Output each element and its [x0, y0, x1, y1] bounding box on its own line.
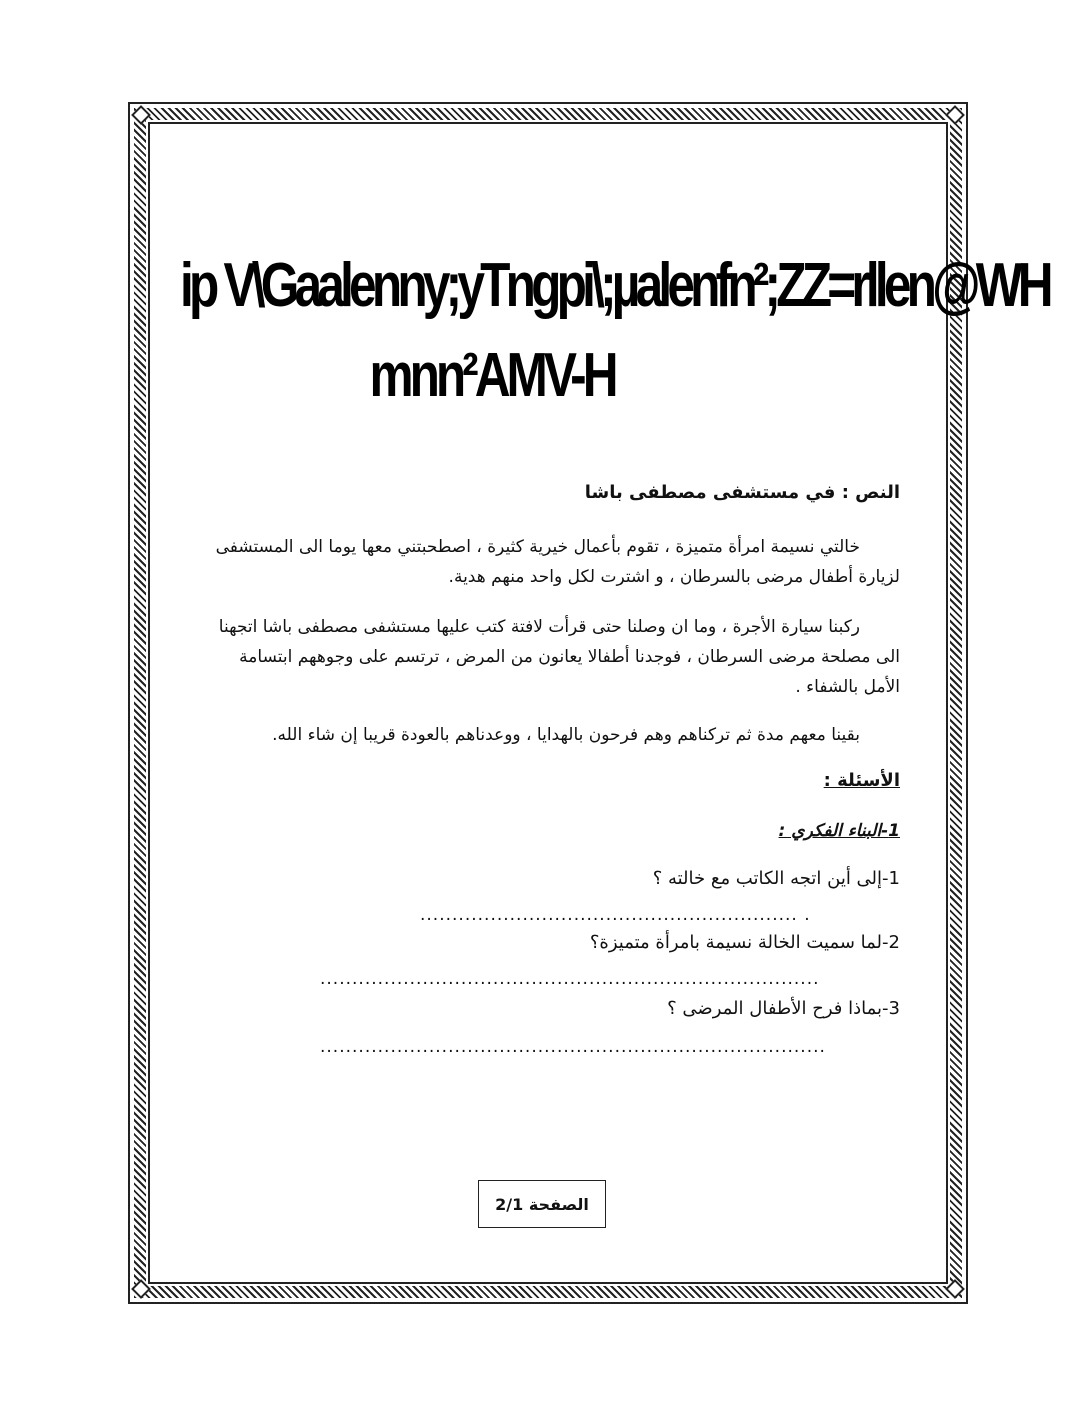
question-1: 1-إلى أين اتجه الكاتب مع خالته ؟ — [652, 868, 900, 889]
questions-heading: الأسئلة : — [823, 770, 900, 791]
question-3: 3-بماذا فرح الأطفال المرضى ؟ — [667, 998, 900, 1019]
question-2: 2-لما سميت الخالة نسيمة بامرأة متميزة؟ — [589, 932, 900, 953]
paragraph-1: خالتي نسيمة امرأة متميزة ، تقوم بأعمال خيرية كثيرة ، اصطحبتني معها يوما الى المستشفى لزيارة أطفال مرضى بالسرطان ، و اشترت لكل واحد منهم هدية. — [215, 537, 900, 587]
answer-line-2: .............................................................................. — [320, 969, 820, 989]
answer-line-3: ............................................................................... — [320, 1037, 826, 1057]
page-number-box — [478, 1180, 606, 1228]
header-garbled-line-2: mnn²AMV-H — [369, 341, 615, 410]
section-title: 1-البناء الفكري : — [778, 821, 900, 841]
paragraph-3: بقينا معهم مدة ثم تركناهم وهم فرحون بالهدايا ، ووعدناهم بالعودة قريبا إن شاء الله. — [272, 725, 860, 745]
text-title: النص : في مستشفى مصطفى باشا — [584, 482, 900, 503]
answer-line-1: ........................................................... . — [420, 905, 811, 925]
page-number-label: الصفحة 2/1 — [495, 1194, 589, 1214]
paragraph-2: ركبنا سيارة الأجرة ، وما ان وصلنا حتى قرأت لافتة كتب عليها مستشفى مصطفى باشا اتجهنا الى مصلحة مرضى السرطان ، فوجدنا أطفالا يعانون من المرض ، ترتسم على وجوههم ابتسامة الأمل بالشفاء . — [218, 617, 900, 697]
header-garbled-line-1: ip V\Gaalenny;yTngpi\;µalenfn²;ZZ=rllen@WH — [180, 251, 1049, 320]
